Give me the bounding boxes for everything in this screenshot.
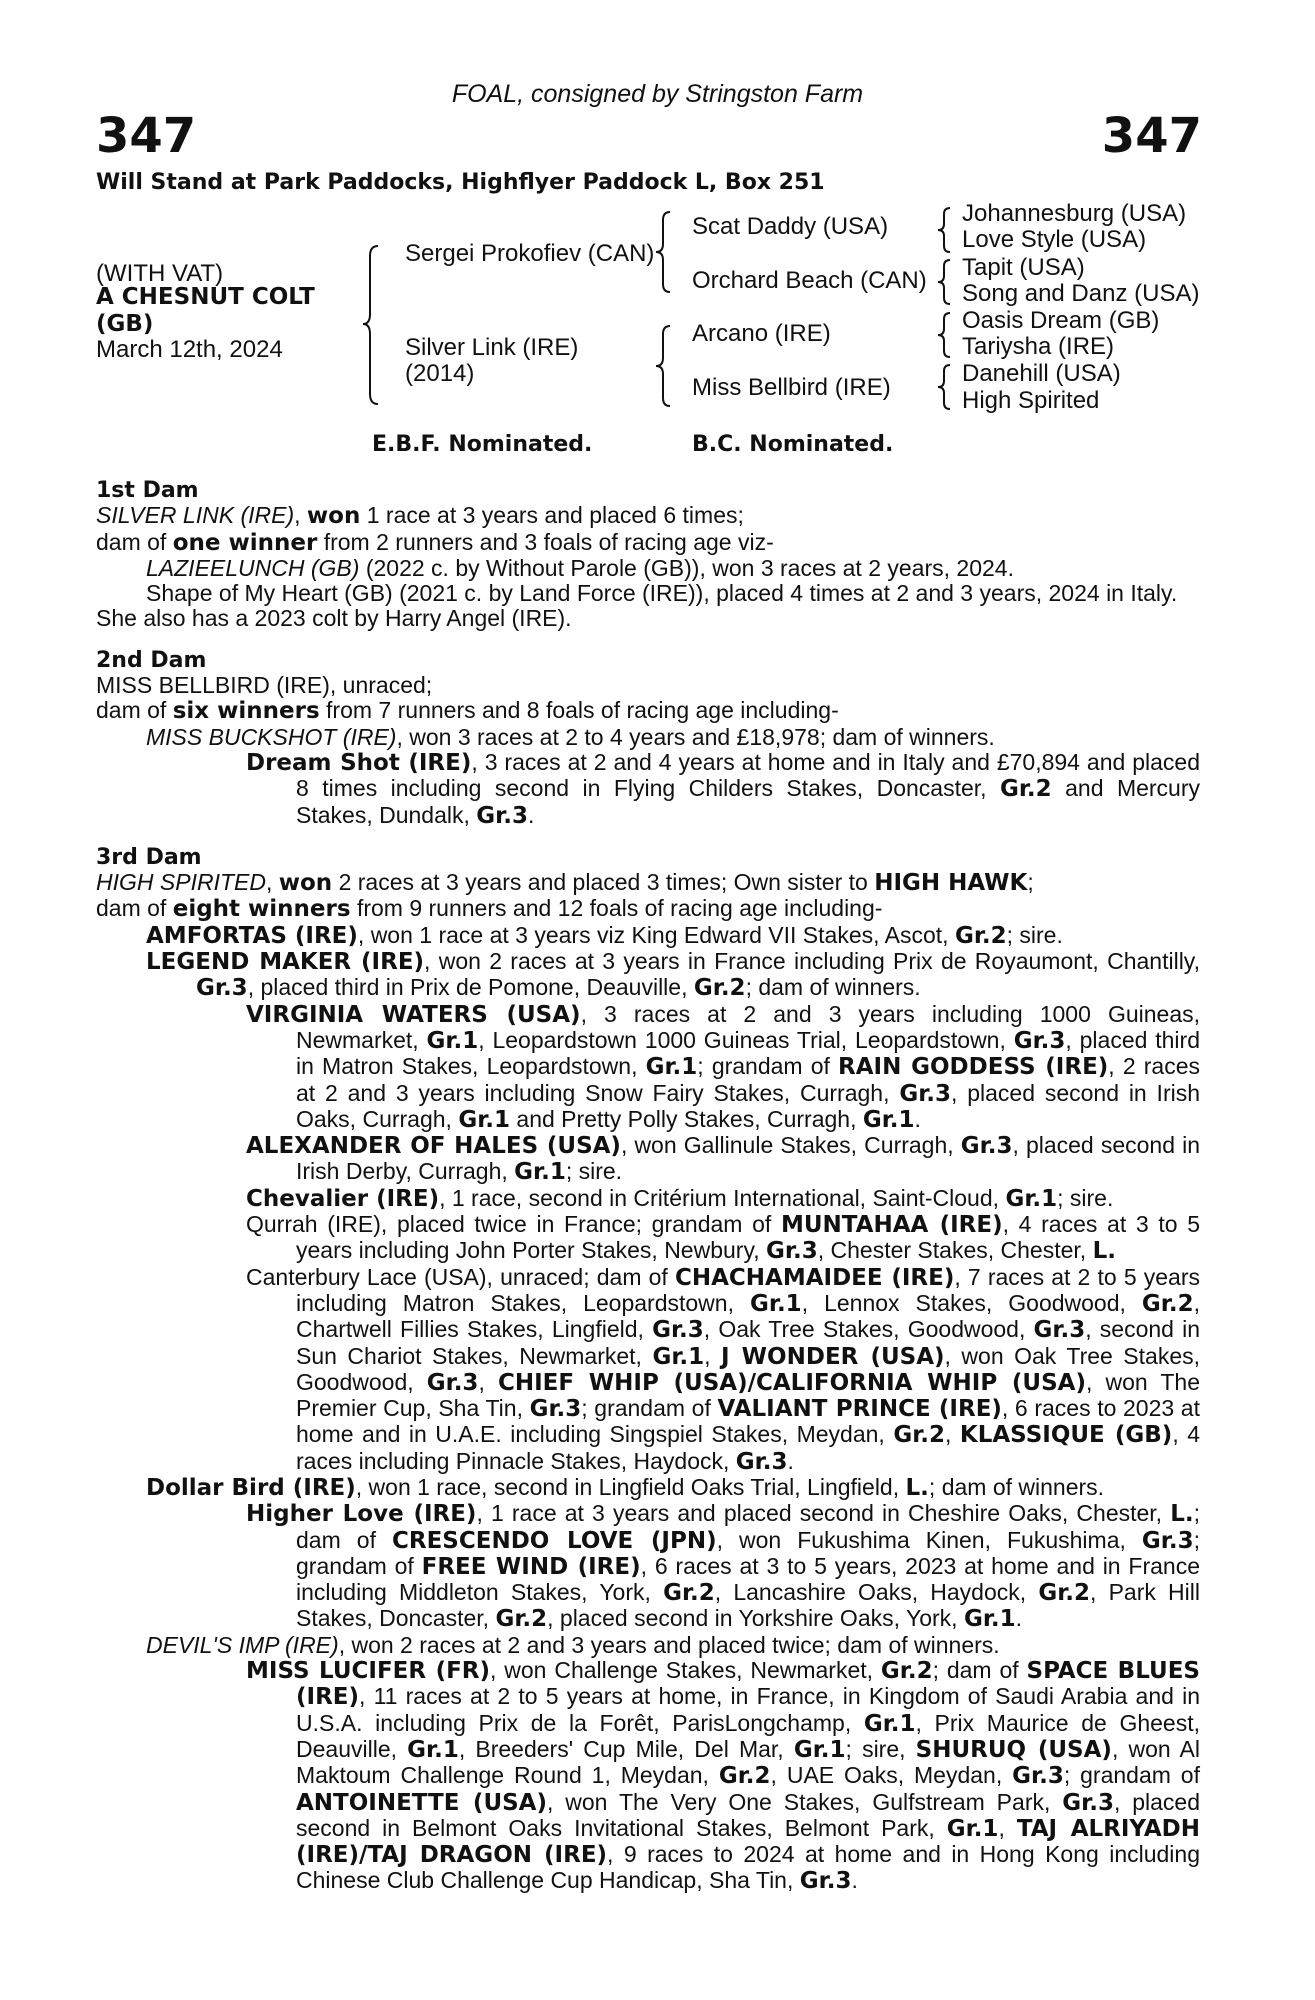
text-run: (2022 c. by Without Parole (GB)), won 3 races at 2 years, 2024. [359, 554, 1014, 581]
highlighted-name: Gr.2 [999, 776, 1052, 803]
highlighted-name: Gr.2 [1141, 1290, 1194, 1317]
text-run: , UAE Oaks, Meydan, [770, 1762, 1013, 1789]
foal-description: A CHESNUT COLT [96, 284, 315, 310]
highlighted-name: L. [905, 1474, 929, 1501]
grandsire-1: Johannesburg (USA) [962, 200, 1187, 227]
ebf-nomination: E.B.F. Nominated. [372, 432, 593, 457]
highlighted-name: KLASSIQUE (GB) [959, 1422, 1173, 1449]
text-run: , [945, 1421, 960, 1448]
text-run: , won 2 races at 3 years in France including Prix de Royaumont, Chantilly, [424, 948, 1200, 975]
text-run: ; [1027, 869, 1034, 896]
text-run: Qurrah (IRE), placed twice in France; grandam of [246, 1211, 781, 1238]
text-run: ; grandam of [697, 1053, 839, 1080]
highlighted-name: J WONDER (USA) [721, 1343, 945, 1370]
dam-summary-line [96, 673, 1200, 698]
highlighted-name: Gr.1 [426, 1027, 479, 1054]
text-run: , Park Hill Stakes, Doncaster, [296, 1579, 1200, 1632]
highlighted-name: MUNTAHAA (IRE) [780, 1212, 1003, 1239]
text-run: , [294, 502, 307, 529]
highlighted-name: Gr.3 [1141, 1527, 1194, 1554]
sire-sire-name: Scat Daddy (USA) [692, 213, 889, 240]
text-run: , Chester Stakes, Chester, [817, 1237, 1093, 1264]
stand-location: Will Stand at Park Paddocks, Highflyer Paddock L, Box 251 [96, 170, 825, 195]
highlighted-name: Higher Love (IRE) [246, 1501, 477, 1528]
highlighted-name: CHACHAMAIDEE (IRE) [674, 1264, 955, 1291]
highlighted-name: VALIANT PRINCE (IRE) [717, 1396, 1002, 1423]
lot-number-right: 347 [1101, 108, 1202, 164]
highlighted-name: six winners [172, 698, 320, 725]
text-run: ; dam of winners. [745, 974, 921, 1001]
highlighted-name: Gr.3 [652, 1317, 704, 1344]
dam-summary-line [96, 503, 1200, 529]
text-run: , 2 races at 2 and 3 years including Snow Fairy Stakes, Curragh, [296, 1053, 1200, 1106]
italic-name: MISS BUCKSHOT (IRE) [146, 723, 397, 750]
text-run: and Pretty Polly Stakes, Curragh, [510, 1105, 863, 1132]
text-run: , 6 races to 2023 at home and in U.A.E. including Singspiel Stakes, Meydan, [296, 1395, 1200, 1448]
highlighted-name: ANTOINETTE (USA) [296, 1789, 547, 1816]
text-run: . [1015, 1605, 1023, 1632]
text-run: , won 1 race, second in Lingfield Oaks Trial, Lingfield, [355, 1473, 906, 1500]
dam-sire-name: Arcano (IRE) [692, 320, 831, 347]
pedigree-brace-g3 [934, 309, 954, 361]
first-dam-heading: 1st Dam [96, 478, 199, 503]
highlighted-name: Gr.3 [476, 802, 528, 829]
pedigree-brace-g1 [934, 204, 954, 256]
highlighted-name: Gr.1 [862, 1106, 915, 1133]
progeny-entry [96, 1475, 1200, 1501]
highlighted-name: CHIEF WHIP (USA)/CALIFORNIA WHIP (USA) [497, 1369, 1086, 1396]
dam-dam-name: Miss Bellbird (IRE) [692, 374, 891, 401]
lot-number-left: 347 [96, 108, 197, 164]
highlighted-name: SHURUQ (USA) [915, 1736, 1112, 1763]
text-run: ; dam of winners. [928, 1473, 1105, 1500]
highlighted-name: Gr.2 [880, 1658, 933, 1685]
granddam-3: Tariysha (IRE) [962, 333, 1115, 360]
third-dam-section [96, 845, 1200, 1895]
highlighted-name: Gr.3 [960, 1133, 1013, 1160]
dam-summary-line [96, 870, 1200, 896]
highlighted-name: Dream Shot (IRE) [246, 749, 472, 776]
italic-name: LAZIEELUNCH (GB) [146, 554, 360, 581]
progeny-entry [96, 1002, 1200, 1133]
second-dam-heading: 2nd Dam [96, 647, 207, 673]
progeny-entry [96, 949, 1200, 1002]
highlighted-name: LEGEND MAKER (IRE) [146, 949, 425, 976]
text-run: , [265, 869, 279, 896]
highlighted-name: Gr.2 [495, 1606, 548, 1633]
text-run: , Oak Tree Stakes, Goodwood, [703, 1316, 1034, 1343]
text-run: , Chartwell Fillies Stakes, Lingfield, [296, 1289, 1200, 1343]
text-run: , 11 races at 2 to 5 years at home, in France, in Kingdom of Saudi Arabia and in U.S.A. including Prix de la Forêt, ParisLongchamp, [296, 1683, 1200, 1736]
highlighted-name: ALEXANDER OF HALES (USA) [246, 1133, 621, 1160]
text-run: , placed third in Prix de Pomone, Deauville, [247, 974, 694, 1001]
text-run: Shape of My Heart (GB) (2021 c. by Land Force (IRE)), placed 4 times at 2 and 3 years, 2024 in Italy. [146, 580, 1178, 607]
text-run: , won Al Maktoum Challenge Round 1, Meydan, [296, 1735, 1200, 1789]
progeny-entry [96, 581, 1200, 606]
highlighted-name: SPACE BLUES (IRE) [296, 1658, 1200, 1711]
highlighted-name: Gr.3 [426, 1369, 479, 1396]
text-run: . [527, 801, 535, 828]
highlighted-name: Gr.1 [407, 1736, 459, 1763]
text-run: ; grandam of [296, 1526, 1200, 1579]
text-run: from 9 runners and 12 foals of racing age including- [350, 895, 883, 922]
text-run: 2 races at 3 years and placed 3 times; Own sister to [332, 869, 875, 896]
text-run: , 7 races at 2 to 5 years including Matron Stakes, Leopardstown, [296, 1263, 1200, 1316]
text-run: , Lennox Stakes, Goodwood, [801, 1289, 1142, 1316]
highlighted-name: HIGH HAWK [874, 870, 1028, 897]
highlighted-name: Gr.3 [766, 1238, 818, 1265]
text-run: ; sire. [1057, 1184, 1114, 1211]
pedigree-brace-sire [652, 204, 676, 302]
text-run: MISS BELLBIRD (IRE), unraced; [96, 672, 433, 699]
text-run: , 4 races including Pinnacle Stakes, Haydock, [296, 1421, 1200, 1474]
text-run: dam of [96, 697, 173, 724]
grandsire-4: Danehill (USA) [962, 360, 1121, 387]
progeny-entry [96, 1501, 1200, 1632]
highlighted-name: CRESCENDO LOVE (JPN) [391, 1527, 717, 1554]
text-run: , won Gallinule Stakes, Curragh, [620, 1132, 961, 1159]
granddam-1: Love Style (USA) [962, 226, 1147, 253]
text-run: , 3 races at 2 and 3 years including 1000 Guineas, Newmarket, [296, 1000, 1200, 1053]
text-run: , placed second in Irish Derby, Curragh, [296, 1132, 1201, 1185]
text-run: . [851, 1867, 858, 1894]
text-run: dam of [96, 895, 173, 922]
foal-date: March 12th, 2024 [96, 336, 283, 363]
granddam-4: High Spirited [962, 387, 1100, 414]
text-run: ; dam of [296, 1500, 1200, 1553]
text-run: , 1 race at 3 years and placed second in Cheshire Oaks, Chester, [476, 1500, 1171, 1527]
text-run: ; grandam of [581, 1395, 718, 1422]
highlighted-name: FREE WIND (IRE) [421, 1553, 641, 1580]
text-run: , placed third in Matron Stakes, Leopardstown, [296, 1026, 1200, 1080]
highlighted-name: Gr.3 [1013, 1027, 1066, 1054]
text-run: , won 1 race at 3 years viz King Edward VII Stakes, Ascot, [357, 921, 955, 948]
text-run: , won 2 races at 2 and 3 years and placed twice; dam of winners. [338, 1631, 1000, 1658]
text-run: . [914, 1105, 921, 1132]
progeny-entry [96, 1133, 1200, 1186]
dam-summary-line [96, 698, 1200, 724]
text-run: . [787, 1447, 794, 1474]
progeny-entry [96, 1212, 1200, 1265]
text-run: , Prix Maurice de Gheest, Deauville, [296, 1709, 1200, 1762]
italic-name: SILVER LINK (IRE) [96, 502, 295, 529]
vat-note: (WITH VAT) [96, 260, 224, 287]
highlighted-name: Gr.3 [799, 1868, 852, 1895]
foal-breed: (GB) [96, 311, 154, 337]
text-run: ; sire. [565, 1158, 623, 1185]
text-run: Canterbury Lace (USA), unraced; dam of [246, 1263, 675, 1290]
text-run: , [704, 1342, 722, 1369]
highlighted-name: RAIN GODDESS (IRE) [838, 1054, 1109, 1081]
text-run: , second in Sun Chariot Stakes, Newmarket, [296, 1316, 1201, 1369]
highlighted-name: won [306, 503, 361, 530]
progeny-entry [96, 1265, 1200, 1475]
text-run: from 7 runners and 8 foals of racing age including- [319, 697, 839, 724]
dam-summary-line [96, 530, 1200, 556]
text-run: , won The Premier Cup, Sha Tin, [296, 1368, 1201, 1422]
text-run: from 2 runners and 3 foals of racing age viz- [317, 528, 774, 555]
highlighted-name: Gr.1 [514, 1159, 566, 1186]
highlighted-name: Gr.3 [1062, 1789, 1114, 1816]
text-run: , 6 races at 3 to 5 years, 2023 at home and in France including Middleton Stakes, York, [296, 1552, 1200, 1606]
text-run: , won Oak Tree Stakes, Goodwood, [296, 1342, 1201, 1395]
grandsire-2: Tapit (USA) [962, 254, 1085, 281]
text-run: , placed second in Yorkshire Oaks, York, [547, 1605, 964, 1632]
highlighted-name: Gr.3 [1012, 1763, 1064, 1790]
text-run: , won Fukushima Kinen, Fukushima, [716, 1526, 1142, 1553]
highlighted-name: Gr.3 [735, 1448, 788, 1475]
highlighted-name: Gr.3 [1033, 1317, 1086, 1344]
highlighted-name: Gr.2 [718, 1763, 771, 1790]
pedigree-brace-g2 [934, 256, 954, 308]
text-run: ; dam of [932, 1657, 1027, 1684]
text-run: dam of [96, 528, 173, 555]
italic-name: DEVIL'S IMP (IRE) [146, 1631, 339, 1658]
consignment-line: FOAL, consigned by Stringston Farm [451, 80, 864, 108]
highlighted-name: Chevalier (IRE) [246, 1185, 440, 1212]
text-run: 1 race at 3 years and placed 6 times; [360, 502, 744, 529]
highlighted-name: Gr.3 [899, 1080, 951, 1107]
highlighted-name: AMFORTAS (IRE) [146, 922, 358, 949]
text-run: , Leopardstown 1000 Guineas Trial, Leopardstown, [478, 1026, 1014, 1053]
second-dam-section [96, 648, 1200, 829]
progeny-entry [96, 1658, 1200, 1895]
highlighted-name: won [278, 870, 333, 897]
highlighted-name: Gr.1 [946, 1815, 999, 1842]
progeny-entry [96, 556, 1200, 581]
highlighted-name: Gr.2 [893, 1422, 945, 1449]
progeny-entry [96, 725, 1200, 750]
highlighted-name: TAJ ALRIYADH (IRE)/TAJ DRAGON (IRE) [296, 1815, 1201, 1869]
first-dam-note: She also has a 2023 colt by Harry Angel (IRE). [96, 605, 572, 632]
text-run: , placed second in Irish Oaks, Curragh, [296, 1079, 1201, 1132]
progeny-entry [96, 750, 1200, 829]
granddam-2: Song and Danz (USA) [962, 280, 1200, 307]
highlighted-name: Gr.2 [1038, 1580, 1091, 1607]
dam-name: Silver Link (IRE) [405, 334, 579, 361]
text-run: , won Challenge Stakes, Newmarket, [490, 1657, 881, 1684]
highlighted-name: L. [1170, 1501, 1194, 1528]
highlighted-name: Dollar Bird (IRE) [146, 1474, 356, 1501]
text-run: , [998, 1814, 1017, 1841]
italic-name: HIGH SPIRITED [96, 869, 266, 896]
dam-year: (2014) [405, 360, 475, 387]
progeny-entry [96, 923, 1200, 949]
highlighted-name: Gr.2 [954, 922, 1007, 949]
highlighted-name: Gr.1 [458, 1106, 511, 1133]
text-run: ; sire, [845, 1735, 916, 1762]
catalogue-body [96, 478, 1200, 1895]
first-dam-section [96, 478, 1200, 632]
highlighted-name: eight winners [172, 896, 351, 923]
highlighted-name: MISS LUCIFER (FR) [246, 1658, 491, 1685]
text-run: , placed second in Belmont Oaks Invitational Stakes, Belmont Park, [296, 1788, 1201, 1841]
highlighted-name: L. [1092, 1238, 1116, 1265]
text-run: and Mercury Stakes, Dundalk, [296, 775, 1200, 828]
pedigree-brace-gen1 [360, 240, 400, 410]
highlighted-name: Gr.2 [693, 975, 746, 1002]
highlighted-name: Gr.3 [196, 975, 248, 1002]
bc-nomination: B.C. Nominated. [692, 432, 894, 457]
text-run: , won 3 races at 2 to 4 years and £18,978; dam of winners. [396, 723, 995, 750]
sire-dam-name: Orchard Beach (CAN) [692, 267, 927, 294]
highlighted-name: Gr.1 [963, 1606, 1016, 1633]
sire-name: Sergei Prokofiev (CAN) [405, 240, 655, 267]
text-run: , Breeders' Cup Mile, Del Mar, [458, 1735, 794, 1762]
third-dam-heading: 3rd Dam [96, 844, 202, 870]
dam-summary-line [96, 896, 1200, 922]
text-run: ; sire. [1006, 921, 1063, 948]
highlighted-name: Gr.3 [529, 1396, 582, 1423]
highlighted-name: Gr.1 [793, 1736, 846, 1763]
text-run: , 1 race, second in Critérium International, Saint-Cloud, [439, 1184, 1006, 1211]
highlighted-name: Gr.1 [652, 1343, 705, 1370]
text-run: ; grandam of [1063, 1762, 1200, 1789]
pedigree-brace-g4 [934, 361, 954, 413]
progeny-entry [96, 1186, 1200, 1212]
highlighted-name: Gr.1 [1005, 1185, 1058, 1212]
text-run: , 9 races to 2024 at home and in Hong Kong including Chinese Club Challenge Cup Handicap, Sha Tin, [296, 1841, 1200, 1894]
highlighted-name: Gr.1 [863, 1710, 916, 1737]
highlighted-name: one winner [172, 529, 318, 556]
text-run: , won The Very One Stakes, Gulfstream Park, [547, 1788, 1063, 1815]
pedigree-brace-dam [652, 322, 676, 410]
grandsire-3: Oasis Dream (GB) [962, 307, 1160, 334]
highlighted-name: Gr.2 [663, 1580, 715, 1607]
highlighted-name: Gr.1 [750, 1290, 802, 1317]
highlighted-name: Gr.1 [645, 1054, 698, 1081]
text-run: , 4 races at 3 to 5 years including John Porter Stakes, Newbury, [296, 1211, 1200, 1264]
text-run: , Lancashire Oaks, Haydock, [714, 1579, 1039, 1606]
text-run: , 3 races at 2 and 4 years at home and in Italy and £70,894 and placed 8 times including second in Flying Childers Stakes, Doncaster, [296, 748, 1200, 802]
text-run: , [478, 1368, 498, 1395]
progeny-entry [96, 1633, 1200, 1658]
highlighted-name: VIRGINIA WATERS (USA) [246, 1001, 581, 1028]
